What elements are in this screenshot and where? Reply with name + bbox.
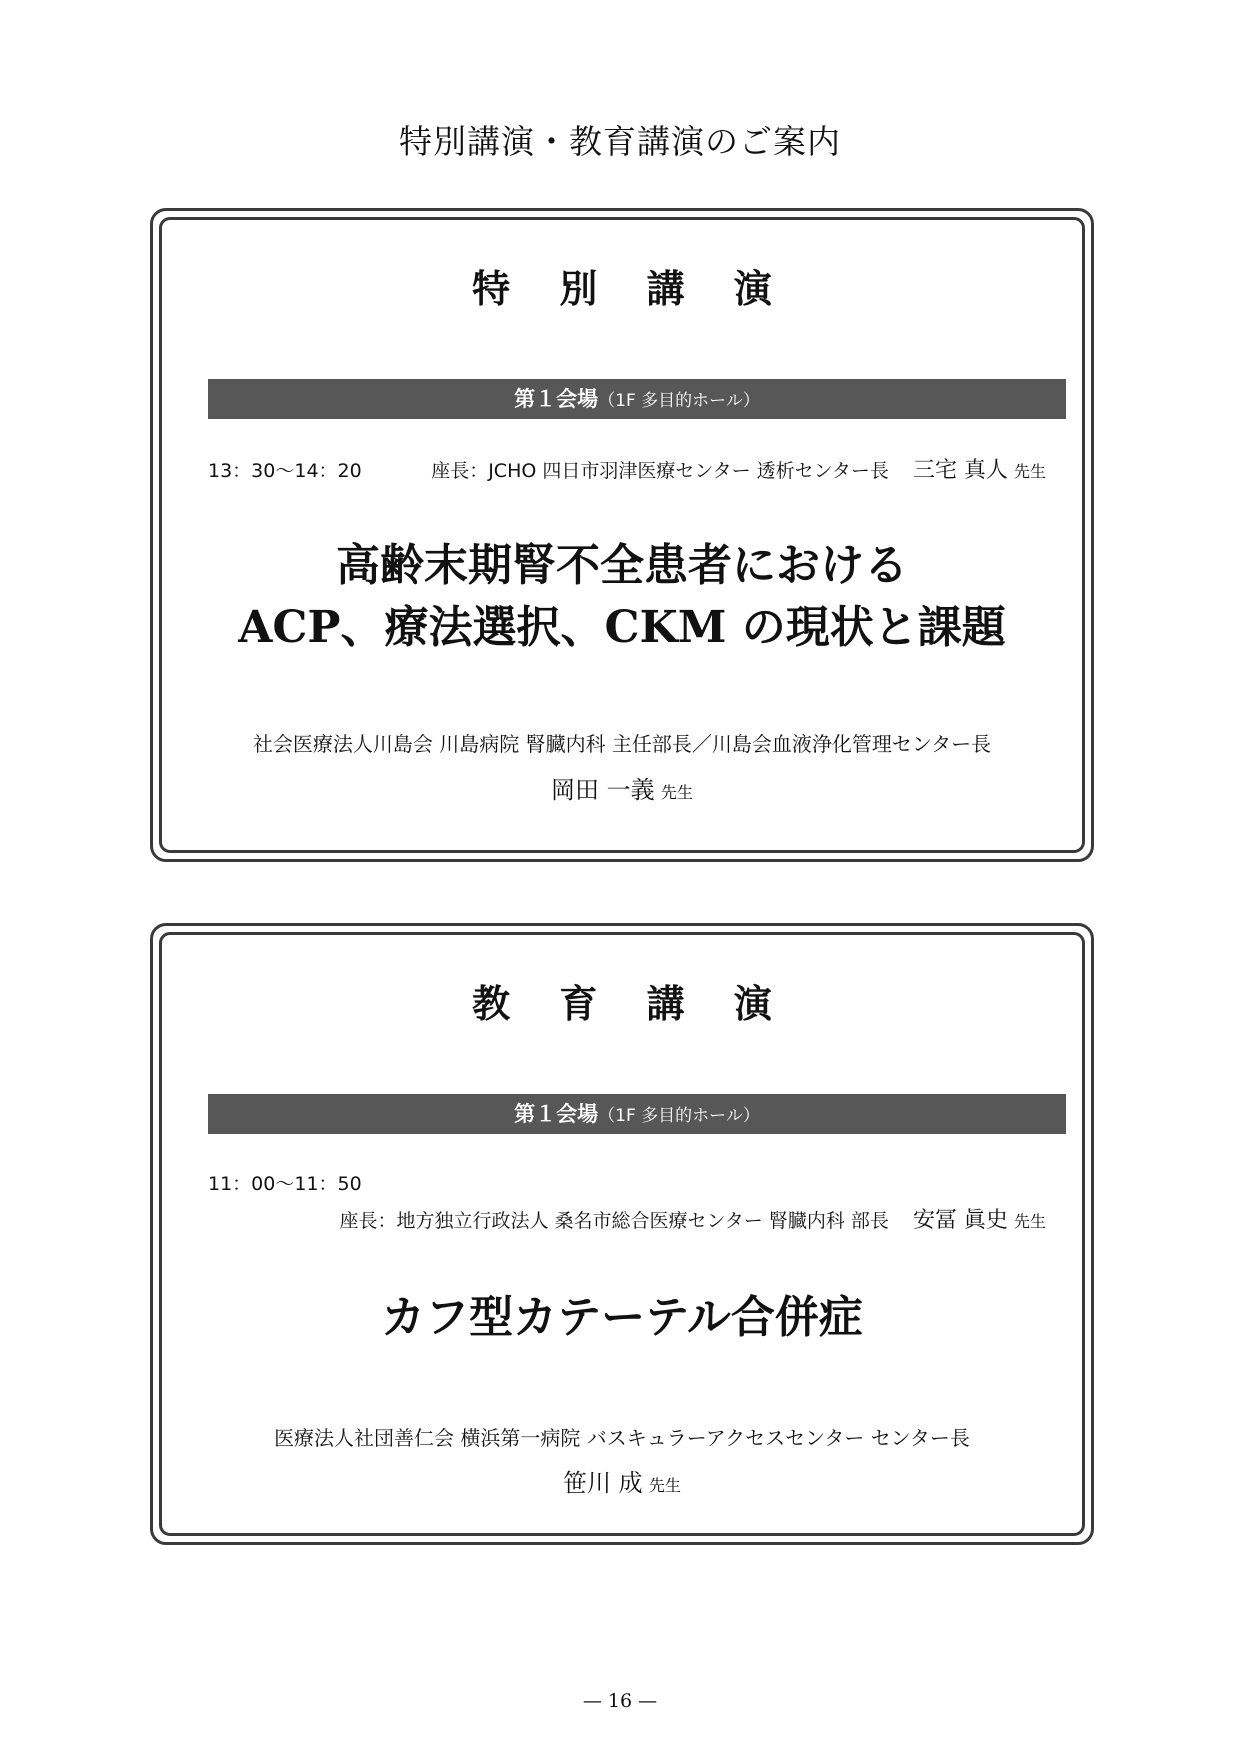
education-lecture-title: 教 育 講 演 xyxy=(472,982,790,1026)
special-speaker xyxy=(162,770,1082,805)
education-venue-main: 第１会場 xyxy=(514,1102,599,1126)
special-lecture-box xyxy=(150,208,1094,862)
education-chair xyxy=(340,1203,1046,1234)
special-lecture-line1: 高齢末期腎不全患者における xyxy=(336,540,908,591)
education-venue-bar xyxy=(208,1094,1066,1134)
page-heading: 特別講演・教育講演のご案内 xyxy=(399,122,841,161)
education-venue-sub: （1F 多目的ホール） xyxy=(598,1106,760,1126)
education-chair-name: 安冨 眞史 xyxy=(912,1208,1008,1233)
special-chair-label: 座長：JCHO 四日市羽津医療センター 透析センター長 xyxy=(431,460,889,482)
special-time: 13：30～14：20 xyxy=(208,460,362,482)
education-chair-label: 座長：地方独立行政法人 桑名市総合医療センター 腎臓内科 部長 xyxy=(339,1210,889,1232)
special-chair-suffix: 先生 xyxy=(1013,462,1046,481)
special-chair xyxy=(431,453,1046,484)
education-chair-suffix: 先生 xyxy=(1013,1212,1046,1231)
special-speaker-suffix: 先生 xyxy=(660,783,693,802)
education-speaker-suffix: 先生 xyxy=(648,1476,681,1495)
special-lecture-line2: ACP、療法選択、CKM の現状と課題 xyxy=(238,602,1006,653)
special-chair-name: 三宅 真人 xyxy=(912,458,1008,483)
special-venue-main: 第１会場 xyxy=(514,387,599,411)
special-lecture-inner-frame xyxy=(159,217,1085,853)
special-speaker-affiliation: 社会医療法人川島会 川島病院 腎臓内科 主任部長／川島会血液浄化管理センター長 xyxy=(252,732,992,756)
special-lecture-title: 特 別 講 演 xyxy=(472,267,790,311)
education-time: 11：00～11：50 xyxy=(208,1173,362,1195)
education-speaker-name: 笹川 成 xyxy=(562,1469,643,1497)
page-number: — 16 — xyxy=(582,1690,658,1712)
education-speaker xyxy=(162,1463,1082,1498)
special-venue-sub: （1F 多目的ホール） xyxy=(598,391,760,411)
special-venue-bar xyxy=(208,379,1066,419)
education-lecture-box xyxy=(150,923,1094,1545)
education-lecture-line1: カフ型カテーテル合併症 xyxy=(381,1292,863,1343)
education-lecture-inner-frame xyxy=(159,932,1085,1536)
education-speaker-affiliation: 医療法人社団善仁会 横浜第一病院 バスキュラーアクセスセンター センター長 xyxy=(274,1426,970,1450)
special-speaker-name: 岡田 一義 xyxy=(550,776,655,804)
